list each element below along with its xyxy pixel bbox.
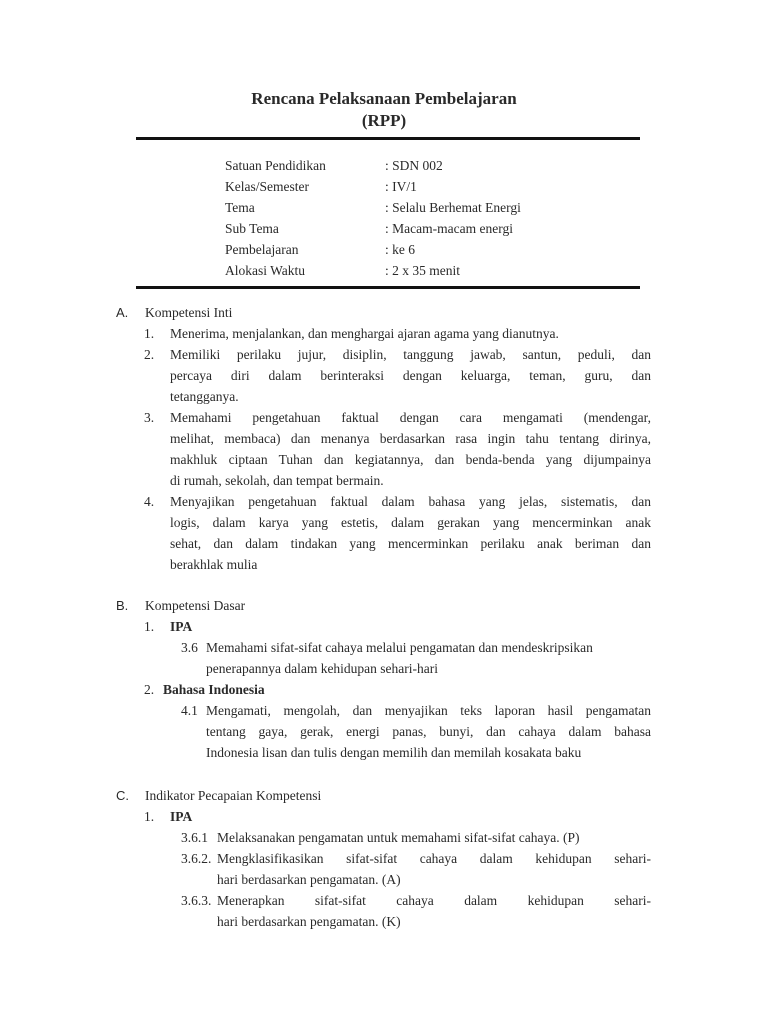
kd-item-line: tentang gaya, gerak, energi panas, bunyi, dan cahaya dalam bahasa bbox=[206, 724, 651, 739]
indicator-line: hari berdasarkan pengamatan. (A) bbox=[217, 872, 401, 887]
subsection-number: 1. bbox=[144, 809, 155, 824]
list-item-line: sehat, dan dalam tindakan yang mencerminkan perilaku anak beriman dan bbox=[170, 536, 651, 551]
indicator-number: 3.6.2. bbox=[181, 851, 212, 866]
list-item bbox=[170, 323, 651, 344]
info-value: : SDN 002 bbox=[385, 158, 443, 173]
subsection-title-ipa: IPA bbox=[170, 619, 193, 634]
info-label: Sub Tema bbox=[225, 221, 279, 236]
list-item-line: makhluk ciptaan Tuhan dan kegiatannya, dan benda-benda yang dijumpainya bbox=[170, 452, 651, 467]
kd-number: 3.6 bbox=[181, 640, 198, 655]
list-item-line: logis, dalam karya yang estetis, dalam gerakan yang mencerminkan anak bbox=[170, 515, 651, 530]
indicator-item bbox=[217, 848, 651, 890]
kd-number: 4.1 bbox=[181, 703, 198, 718]
section-b-title: Kompetensi Dasar bbox=[145, 598, 246, 613]
list-item-line: Menerima, menjalankan, dan menghargai ajaran agama yang dianutnya. bbox=[170, 326, 559, 341]
subsection-title-ipa: IPA bbox=[170, 809, 193, 824]
info-value: : Selalu Berhemat Energi bbox=[385, 200, 521, 215]
bottom-rule bbox=[136, 286, 640, 289]
kd-item-line: Mengamati, mengolah, dan menyajikan teks laporan hasil pengamatan bbox=[206, 703, 651, 718]
info-label: Kelas/Semester bbox=[225, 179, 309, 194]
list-item-line: Memiliki perilaku jujur, disiplin, tanggung jawab, santun, peduli, dan bbox=[170, 347, 651, 362]
list-item-line: di rumah, sekolah, dan tempat bermain. bbox=[170, 473, 384, 488]
info-label: Tema bbox=[225, 200, 255, 215]
indicator-text: Melaksanakan pengamatan untuk memahami sifat-sifat cahaya. (P) bbox=[217, 830, 580, 845]
indicator-number: 3.6.3. bbox=[181, 893, 212, 908]
section-a-title: Kompetensi Inti bbox=[145, 305, 233, 320]
kd-item bbox=[206, 637, 651, 679]
list-item bbox=[170, 344, 651, 407]
info-value: : IV/1 bbox=[385, 179, 417, 194]
list-number: 1. bbox=[144, 326, 155, 341]
section-c-letter: C. bbox=[116, 788, 129, 803]
list-item bbox=[170, 407, 651, 491]
list-item-line: Memahami pengetahuan faktual dengan cara mengamati (mendengar, bbox=[170, 410, 651, 425]
indicator-number: 3.6.1 bbox=[181, 830, 208, 845]
list-item-line: melihat, membaca) dan menanya berdasarkan rasa ingin tahu tentang dirinya, bbox=[170, 431, 651, 446]
kd-item-line: Memahami sifat-sifat cahaya melalui pengamatan dan mendeskripsikan bbox=[206, 640, 593, 655]
subsection-number: 2. bbox=[144, 682, 155, 697]
info-label: Pembelajaran bbox=[225, 242, 299, 257]
list-item-line: tetangganya. bbox=[170, 389, 239, 404]
info-value: : ke 6 bbox=[385, 242, 415, 257]
subsection-number: 1. bbox=[144, 619, 155, 634]
indicator-line: Menerapkan sifat-sifat cahaya dalam kehidupan sehari- bbox=[217, 893, 651, 908]
document-title: Rencana Pelaksanaan Pembelajaran bbox=[251, 89, 517, 108]
indicator-line: hari berdasarkan pengamatan. (K) bbox=[217, 914, 401, 929]
kd-item-line: Indonesia lisan dan tulis dengan memilih dan memilah kosakata baku bbox=[206, 745, 582, 760]
indicator-line: Mengklasifikasikan sifat-sifat cahaya dalam kehidupan sehari- bbox=[217, 851, 651, 866]
top-rule bbox=[136, 137, 640, 140]
indicator-item bbox=[217, 890, 651, 932]
list-number: 4. bbox=[144, 494, 155, 509]
list-item-line: percaya diri dalam berinteraksi dengan keluarga, teman, guru, dan bbox=[170, 368, 651, 383]
list-item-line: Menyajikan pengetahuan faktual dalam bahasa yang jelas, sistematis, dan bbox=[170, 494, 651, 509]
section-b-letter: B. bbox=[116, 598, 129, 613]
section-a-letter: A. bbox=[116, 305, 129, 320]
section-c-title: Indikator Pecapaian Kompetensi bbox=[145, 788, 322, 803]
document-subtitle: (RPP) bbox=[361, 111, 407, 130]
kd-item-line: penerapannya dalam kehidupan sehari-hari bbox=[206, 661, 439, 676]
kd-item bbox=[206, 700, 651, 763]
subsection-title-bahasa: Bahasa Indonesia bbox=[163, 682, 265, 697]
info-value: : Macam-macam energi bbox=[385, 221, 513, 236]
info-value: : 2 x 35 menit bbox=[385, 263, 460, 278]
list-item bbox=[170, 491, 651, 575]
list-item-line: berakhlak mulia bbox=[170, 557, 258, 572]
list-number: 2. bbox=[144, 347, 155, 362]
info-label: Satuan Pendidikan bbox=[225, 158, 326, 173]
info-label: Alokasi Waktu bbox=[225, 263, 306, 278]
list-number: 3. bbox=[144, 410, 155, 425]
